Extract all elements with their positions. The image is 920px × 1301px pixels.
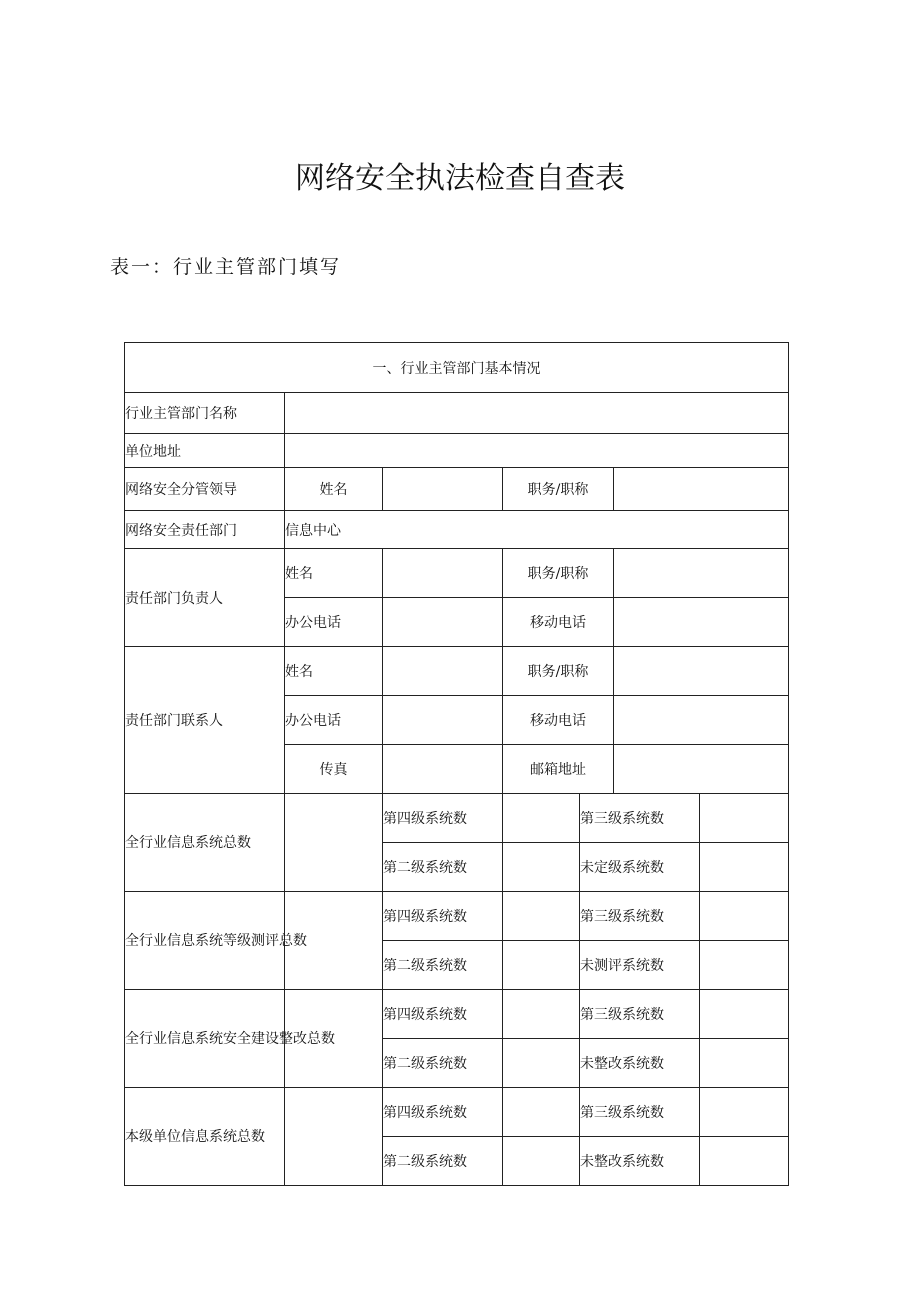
resp-contact-name-label: 姓名	[285, 647, 383, 696]
level3-label: 第三级系统数	[580, 794, 700, 843]
level2-label: 第二级系统数	[383, 1039, 503, 1088]
level4-field[interactable]	[503, 990, 580, 1039]
level3-field[interactable]	[700, 1088, 789, 1137]
unclassified-label: 未定级系统数	[580, 843, 700, 892]
resp-contact-mobile-label: 移动电话	[503, 696, 614, 745]
resp-contact-fax-field[interactable]	[383, 745, 503, 794]
unclassified-field[interactable]	[700, 843, 789, 892]
system-group-label: 本级单位信息系统总数	[125, 1088, 285, 1186]
section-header: 一、行业主管部门基本情况	[125, 343, 789, 393]
level2-field[interactable]	[503, 843, 580, 892]
leader-label: 网络安全分管领导	[125, 468, 285, 511]
level2-field[interactable]	[503, 941, 580, 990]
system-group-label: 全行业信息系统安全建设整改总数	[125, 990, 285, 1088]
document-title: 网络安全执法检查自查表	[295, 161, 625, 196]
unrectified-field[interactable]	[700, 1039, 789, 1088]
resp-contact-email-field[interactable]	[614, 745, 789, 794]
dept-name-label: 行业主管部门名称	[125, 393, 285, 434]
resp-contact-mobile-field[interactable]	[614, 696, 789, 745]
untested-field[interactable]	[700, 941, 789, 990]
resp-head-title-label: 职务/职称	[503, 549, 614, 598]
system-group-label: 全行业信息系统总数	[125, 794, 285, 892]
resp-head-mobile-label: 移动电话	[503, 598, 614, 647]
resp-head-name-label: 姓名	[285, 549, 383, 598]
dept-name-field[interactable]	[285, 393, 789, 434]
level3-field[interactable]	[700, 794, 789, 843]
unrectified-label: 未整改系统数	[580, 1137, 700, 1186]
resp-contact-office-phone-field[interactable]	[383, 696, 503, 745]
untested-label: 未测评系统数	[580, 941, 700, 990]
level4-label: 第四级系统数	[383, 794, 503, 843]
level2-field[interactable]	[503, 1137, 580, 1186]
level4-label: 第四级系统数	[383, 892, 503, 941]
resp-head-label: 责任部门负责人	[125, 549, 285, 647]
resp-contact-fax-label: 传真	[285, 745, 383, 794]
resp-dept-field[interactable]: 信息中心	[285, 511, 789, 549]
resp-contact-title-label: 职务/职称	[503, 647, 614, 696]
resp-contact-name-field[interactable]	[383, 647, 503, 696]
unrectified-field[interactable]	[700, 1137, 789, 1186]
level3-label: 第三级系统数	[580, 990, 700, 1039]
resp-contact-title-field[interactable]	[614, 647, 789, 696]
level4-label: 第四级系统数	[383, 990, 503, 1039]
level2-label: 第二级系统数	[383, 1137, 503, 1186]
table-subtitle: 表一：行业主管部门填写	[110, 256, 342, 278]
resp-contact-label: 责任部门联系人	[125, 647, 285, 794]
resp-head-name-field[interactable]	[383, 549, 503, 598]
system-group-total-field[interactable]	[285, 1088, 383, 1186]
leader-name-field[interactable]	[383, 468, 503, 511]
resp-head-office-phone-label: 办公电话	[285, 598, 383, 647]
leader-title-label: 职务/职称	[503, 468, 614, 511]
level4-field[interactable]	[503, 892, 580, 941]
level3-field[interactable]	[700, 990, 789, 1039]
address-field[interactable]	[285, 434, 789, 468]
resp-contact-office-phone-label: 办公电话	[285, 696, 383, 745]
leader-title-field[interactable]	[614, 468, 789, 511]
address-label: 单位地址	[125, 434, 285, 468]
resp-head-title-field[interactable]	[614, 549, 789, 598]
resp-head-mobile-field[interactable]	[614, 598, 789, 647]
resp-dept-label: 网络安全责任部门	[125, 511, 285, 549]
level3-label: 第三级系统数	[580, 1088, 700, 1137]
level4-label: 第四级系统数	[383, 1088, 503, 1137]
resp-head-office-phone-field[interactable]	[383, 598, 503, 647]
level4-field[interactable]	[503, 794, 580, 843]
level2-label: 第二级系统数	[383, 941, 503, 990]
resp-contact-email-label: 邮箱地址	[503, 745, 614, 794]
level3-label: 第三级系统数	[580, 892, 700, 941]
level2-label: 第二级系统数	[383, 843, 503, 892]
level3-field[interactable]	[700, 892, 789, 941]
self-check-table	[124, 342, 789, 1186]
unrectified-label: 未整改系统数	[580, 1039, 700, 1088]
level4-field[interactable]	[503, 1088, 580, 1137]
system-group-total-field[interactable]	[285, 794, 383, 892]
level2-field[interactable]	[503, 1039, 580, 1088]
leader-name-label: 姓名	[285, 468, 383, 511]
system-group-label: 全行业信息系统等级测评总数	[125, 892, 285, 990]
